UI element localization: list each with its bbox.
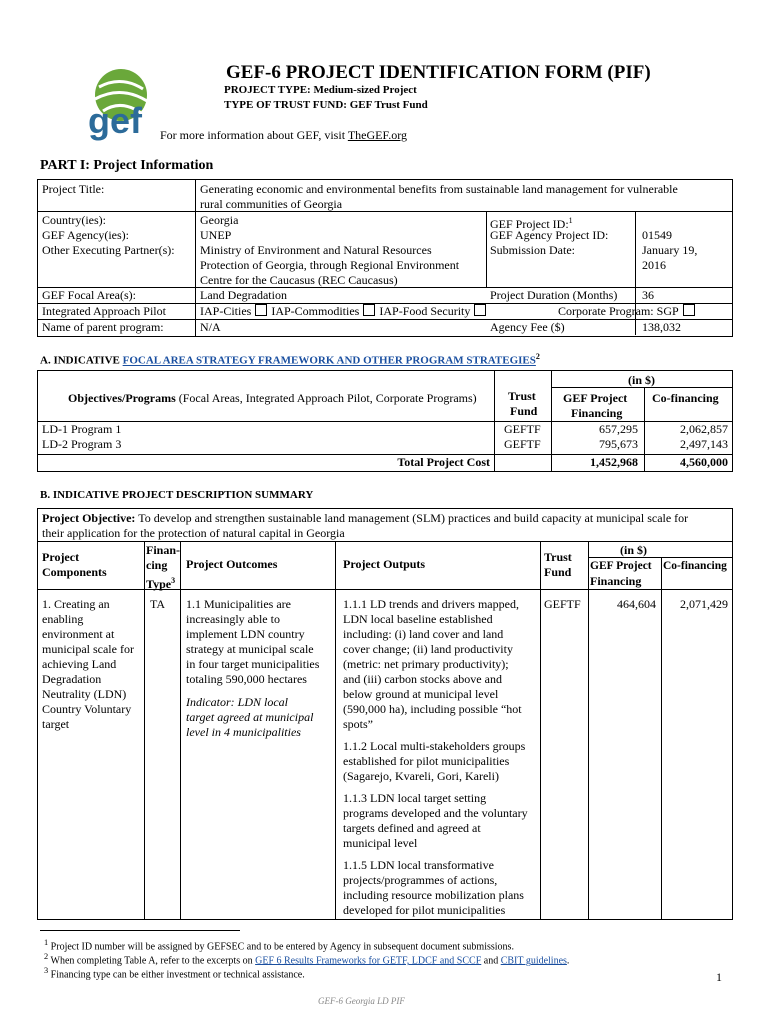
col-cofinancing: Co-financing bbox=[652, 391, 719, 405]
section-a-heading: A. INDICATIVE FOCAL AREA STRATEGY FRAMEWORK AND OTHER PROGRAM STRATEGIES$^2$ bbox=[40, 352, 540, 367]
col-trust-1: Trust bbox=[508, 389, 536, 403]
corporate-program: Corporate Program: SGP bbox=[558, 304, 699, 319]
info-text: For more information about GEF, visit TheGEF.org bbox=[160, 128, 407, 142]
table-row-cofin: 2,497,143 bbox=[680, 437, 728, 451]
table-row-gef: 795,673 bbox=[599, 437, 638, 451]
agency-project-id-label: GEF Agency Project ID: bbox=[490, 228, 609, 242]
col-trust-2: Fund bbox=[544, 565, 572, 579]
table-row-fund: GEFTF bbox=[504, 437, 541, 451]
col-fin-1: Finan- bbox=[146, 543, 181, 557]
col-fin-3: Type$^3$ bbox=[146, 576, 176, 591]
footnote-divider bbox=[40, 930, 240, 931]
table-row-program: LD-1 Program 1 bbox=[42, 422, 122, 436]
partners-label: Other Executing Partner(s): bbox=[42, 243, 175, 257]
total-label: Total Project Cost bbox=[397, 455, 490, 469]
focal-area-strategy-link[interactable]: FOCAL AREA STRATEGY FRAMEWORK AND OTHER PROGRAM STRATEGIES bbox=[122, 354, 536, 367]
col-components-2: Components bbox=[42, 565, 107, 579]
financing-type: TA bbox=[150, 597, 166, 611]
output-3: 1.1.3 LDN local target setting programs developed and the voluntary targets defined and agreed at municipal level bbox=[343, 791, 528, 850]
col-trust-1: Trust bbox=[544, 550, 572, 564]
project-title-line2: rural communities of Georgia bbox=[200, 197, 343, 211]
col-in-dollars: (in $) bbox=[620, 543, 647, 557]
gef-logo-text: gef bbox=[88, 100, 142, 141]
corporate-program-checkbox[interactable] bbox=[683, 304, 695, 316]
footnote-1: $^1$ Project ID number will be assigned by GEFSEC and to be entered by Agency in subsequent document submissions. bbox=[44, 938, 514, 953]
agency-fee-value: 138,032 bbox=[642, 320, 681, 334]
parent-value: N/A bbox=[200, 320, 221, 334]
objective-line2: their application for the protection of natural capital in Georgia bbox=[42, 526, 345, 540]
submission-line2: 2016 bbox=[642, 258, 666, 272]
component-lines: 1. Creating an enabling environment at municipal scale for achieving Land Degradation Neutrality (LDN) Country Voluntary target bbox=[42, 597, 134, 731]
part1-heading: PART I: Project Information bbox=[40, 158, 214, 173]
agency-project-id-value: 01549 bbox=[642, 228, 672, 242]
output-2: 1.1.2 Local multi-stakeholders groups established for pilot municipalities (Sagarejo, Kvareli, Gori, Kareli) bbox=[343, 739, 526, 783]
footnote-3: $^3$ Financing type can be either investment or technical assistance. bbox=[44, 966, 305, 981]
output-1: 1.1.1 LD trends and drivers mapped, LDN local baseline established including: (i) land cover and land cover change; (ii) land productivity (metric: net primary productivity); and (iii) carbon stocks above and below ground at municipal level (590,000 ha), including possible “hot spots” bbox=[343, 597, 522, 731]
partners-line3: Centre for the Caucasus (REC Caucasus) bbox=[200, 273, 398, 287]
col-components-1: Project bbox=[42, 550, 80, 564]
objective-line1: Project Objective: To develop and strengthen sustainable land management (SLM) practices and build capacity at municipal scale for bbox=[42, 511, 689, 525]
page-title: GEF-6 PROJECT IDENTIFICATION FORM (PIF) bbox=[226, 62, 651, 83]
section-b-heading: B. INDICATIVE PROJECT DESCRIPTION SUMMARY bbox=[40, 489, 314, 501]
submission-label: Submission Date: bbox=[490, 243, 576, 257]
col-gef-2: Financing bbox=[590, 574, 642, 588]
results-framework-link[interactable]: GEF 6 Results Frameworks for GETF, LDCF and SCCF bbox=[255, 955, 482, 967]
gef-website-link[interactable]: TheGEF.org bbox=[347, 128, 407, 142]
project-title-label: Project Title: bbox=[42, 182, 105, 196]
trust-fund-type: TYPE OF TRUST FUND: GEF Trust Fund bbox=[224, 99, 428, 111]
footnote-2: $^2$ When completing Table A, refer to the excerpts on GEF 6 Results Frameworks for GETF, LDCF and SCCF and CBIT guidelines. bbox=[44, 952, 570, 967]
table-row-gef: 657,295 bbox=[599, 422, 638, 436]
agency-label: GEF Agency(ies): bbox=[42, 228, 129, 242]
output-4: 1.1.5 LDN local transformative projects/programmes of actions, including resource mobilization plans developed for pilot municipalities bbox=[343, 858, 524, 917]
indicator-lines: Indicator: LDN local target agreed at municipal level in 4 municipalities bbox=[186, 695, 314, 739]
iap-cities-checkbox[interactable] bbox=[255, 304, 267, 316]
partners-line2: Protection of Georgia, through Regional Environment bbox=[200, 258, 460, 272]
iap-food-security-checkbox[interactable] bbox=[474, 304, 486, 316]
focal-area-table bbox=[37, 370, 733, 472]
page-footer: GEF-6 Georgia LD PIF bbox=[318, 996, 405, 1006]
focal-label: GEF Focal Area(s): bbox=[42, 288, 136, 302]
col-gef-2: Financing bbox=[571, 406, 623, 420]
project-type: PROJECT TYPE: Medium-sized Project bbox=[224, 84, 417, 96]
gef-financing-value: 464,604 bbox=[617, 597, 656, 611]
iap-commodities-checkbox[interactable] bbox=[363, 304, 375, 316]
focal-value: Land Degradation bbox=[200, 288, 287, 302]
cofinancing-value: 2,071,429 bbox=[680, 597, 728, 611]
col-trust-2: Fund bbox=[510, 404, 538, 418]
agency-value: UNEP bbox=[200, 228, 232, 242]
duration-value: 36 bbox=[642, 288, 654, 302]
gef-project-id-label: GEF Project ID:$^1$ bbox=[490, 216, 573, 231]
col-fin-2: cing bbox=[146, 558, 168, 572]
table-row-program: LD-2 Program 3 bbox=[42, 437, 122, 451]
project-info-table bbox=[37, 179, 733, 337]
agency-fee-label: Agency Fee ($) bbox=[490, 320, 565, 334]
project-title-line1: Generating economic and environmental benefits from sustainable land management for vulnerable bbox=[200, 182, 678, 196]
submission-line1: January 19, bbox=[642, 243, 698, 257]
country-label: Country(ies): bbox=[42, 213, 106, 227]
outcome-lines: 1.1 Municipalities are increasingly able to implement LDN country strategy at municipal scale in four target municipalities totaling 590,000 hectares bbox=[186, 597, 320, 686]
iap-options: IAP-Cities IAP-Commodities IAP-Food Security bbox=[200, 304, 490, 319]
parent-label: Name of parent program: bbox=[42, 320, 164, 334]
col-cofinancing: Co-financing bbox=[663, 560, 727, 572]
trust-fund-value: GEFTF bbox=[544, 597, 581, 611]
page-number: 1 bbox=[716, 970, 722, 984]
iap-label: Integrated Approach Pilot bbox=[42, 304, 166, 318]
col-outputs: Project Outputs bbox=[343, 557, 426, 571]
project-description-table bbox=[37, 508, 733, 920]
col-objectives: Objectives/Programs (Focal Areas, Integrated Approach Pilot, Corporate Programs) bbox=[68, 391, 477, 405]
partners-line1: Ministry of Environment and Natural Resources bbox=[200, 243, 432, 257]
country-value: Georgia bbox=[200, 213, 239, 227]
total-cofin: 4,560,000 bbox=[680, 455, 728, 469]
table-row-fund: GEFTF bbox=[504, 422, 541, 436]
duration-label: Project Duration (Months) bbox=[490, 288, 618, 302]
col-gef-1: GEF Project bbox=[563, 391, 628, 405]
col-in-dollars: (in $) bbox=[628, 373, 655, 387]
col-gef-1: GEF Project bbox=[590, 560, 652, 572]
col-outcomes: Project Outcomes bbox=[186, 557, 278, 571]
table-row-cofin: 2,062,857 bbox=[680, 422, 728, 436]
total-gef: 1,452,968 bbox=[590, 455, 638, 469]
cbit-guidelines-link[interactable]: CBIT guidelines bbox=[500, 955, 567, 967]
